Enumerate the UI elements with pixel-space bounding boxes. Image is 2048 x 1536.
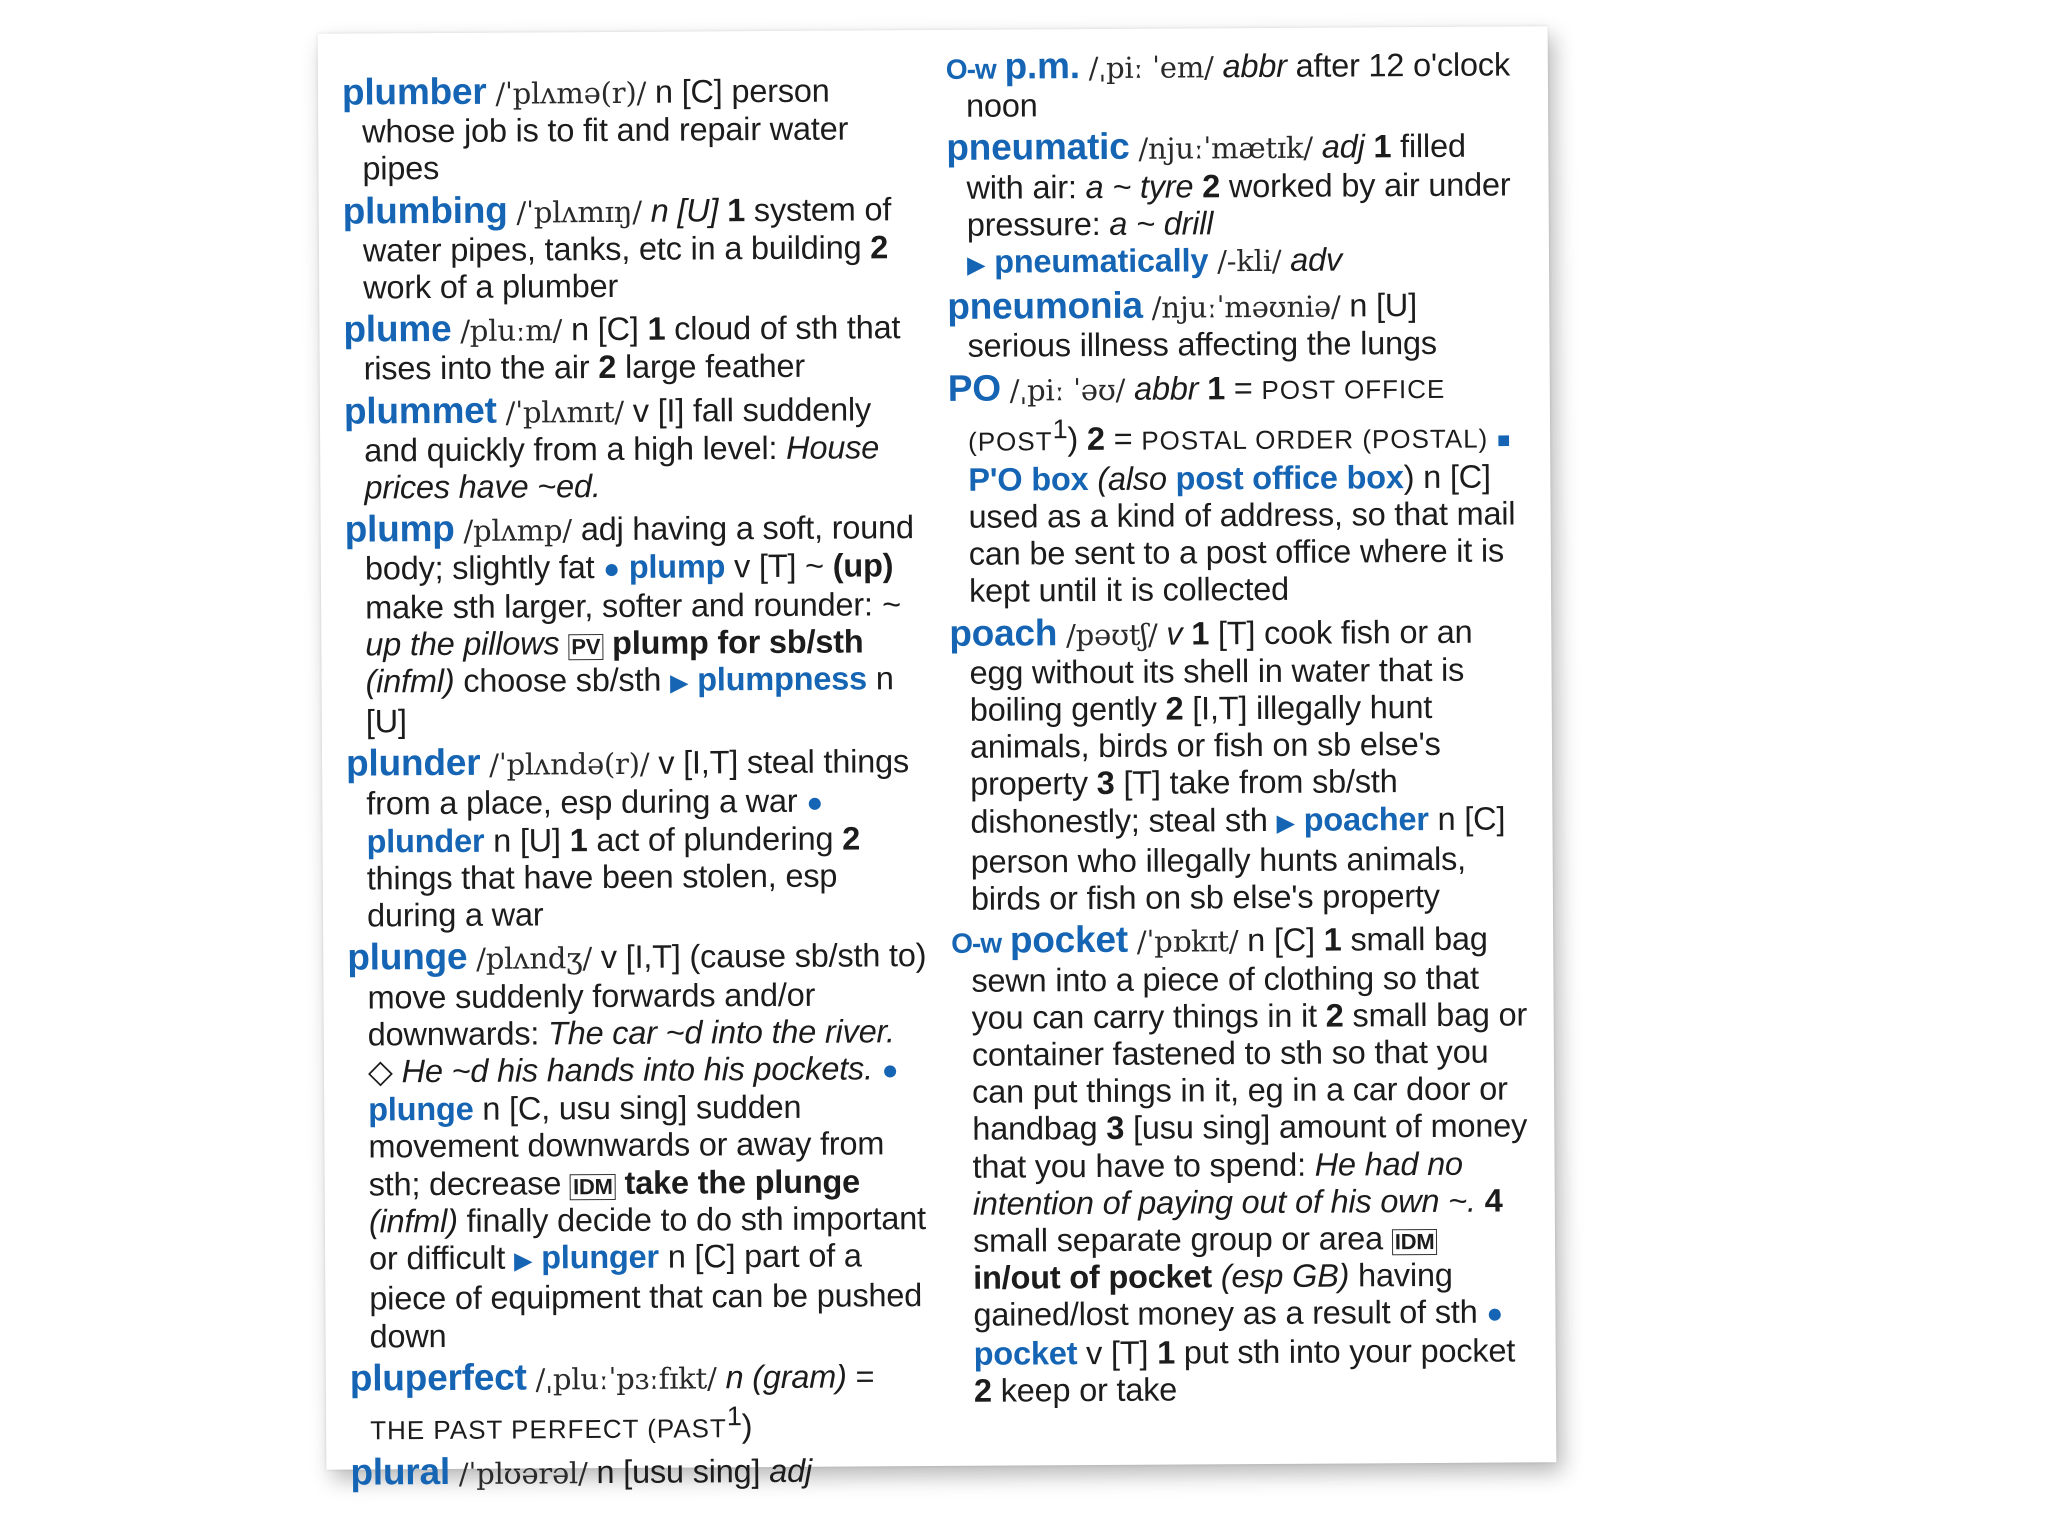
entry-plump [345,507,926,741]
derived-word: pocket [973,1334,1078,1372]
derived-word: poacher [1303,800,1429,838]
definition: cloud of sth that rises into the air [363,309,901,387]
derived-word: pneumatically [994,242,1209,280]
cross-reference: POSTAL ORDER (POSTAL) [1141,423,1489,456]
definition: large feather [624,348,806,386]
headword: pneumatic [946,126,1130,169]
entry-pluperfect [350,1356,931,1450]
pronunciation: /ˈpɒkɪt/ [1136,924,1239,960]
example: a ~ tyre [1085,168,1194,205]
diamond-icon: ◇ [367,1053,393,1090]
bullet-icon: ● [806,786,824,818]
definition: n [U] serious illness affecting the lungs [967,287,1438,365]
example: a ~ drill [1109,205,1214,242]
pronunciation: /pəʊtʃ/ [1066,617,1158,652]
pronunciation: /njuːˈmætɪk/ [1138,131,1314,167]
pronunciation: /plʌndʒ/ [476,941,593,977]
grammar-label: adj [1321,128,1365,166]
pronunciation: /ˌpluːˈpɜːfɪkt/ [535,1361,717,1397]
sense-number: 2 [1325,997,1344,1034]
bullet-icon: ● [603,553,621,585]
sense-number: 2 [842,820,861,857]
entry-poach [949,611,1531,918]
idiom: in/out of pocket [973,1258,1213,1296]
derived-word: plump [628,548,726,586]
definition: n [C] part of a piece of equipment that can be pushed down [369,1237,923,1354]
grammar-label: abbr [1133,370,1199,407]
definition: v [I,T] (cause sb/sth to) move suddenly forwards and/or downwards: [367,937,927,1053]
definition: system of water pipes, tanks, etc in a building [362,190,892,269]
square-bullet-icon: ■ [1497,427,1511,453]
sense-number: 1 [647,310,666,347]
arrow-icon: ▶ [1276,809,1295,837]
sense-number: 2 [973,1372,992,1409]
idiom-tag: IDM [570,1174,616,1200]
cross-reference: THE PAST PERFECT (PAST [370,1413,727,1446]
derived-word: plumpness [697,660,868,698]
definition: choose sb/sth [463,661,662,699]
entry-plummet [344,389,925,507]
example: He ~d his hands into his pockets. [401,1050,873,1090]
sense-number: 2 [598,349,617,386]
pronunciation: /njuːˈməʊniə/ [1151,289,1341,325]
entry-plumber [342,70,923,188]
cross-reference: POST OFFICE (POST [968,373,1446,457]
equals-sign: = [1233,369,1253,406]
definition: n [C] person whose job is to fit and repair water pipes [362,72,849,187]
sense-number: 2 [1086,420,1105,457]
entry-pneumatic [946,126,1527,284]
sense-number: 3 [1096,765,1115,802]
grammar-label: n [usu sing] [596,1453,761,1491]
sense-number: 1 [1373,128,1392,165]
headword: plummet [343,389,497,432]
sense-number: 2 [1165,690,1184,727]
derived-word: plunger [541,1238,660,1276]
definition: make sth larger, softer and rounder: [365,586,873,626]
grammar-label: n [725,1358,744,1396]
sense-number: 1 [1191,615,1210,652]
definition: things that have been stolen, esp during a war [366,857,838,934]
key-icon: O‑w [951,927,1002,960]
grammar-label: v [1166,615,1183,652]
definition: v [I,T] steal things from a place, esp during a war [366,743,910,822]
pronunciation: /-kli/ [1217,243,1282,279]
entry-pm [946,44,1526,125]
headword: plume [343,308,452,350]
grammar-label: n [C] [570,311,639,348]
definition: keep or take [1000,1371,1178,1409]
sense-number: 1 [1323,921,1342,958]
sense-number: 1 [569,821,588,859]
pronunciation: /ˈplʌmə(r)/ [495,75,647,111]
compound-word: post office box [1175,459,1404,497]
idiom-tag: IDM [1392,1229,1438,1255]
headword: plumber [341,70,487,113]
entry-pocket [951,919,1534,1410]
headword: pneumonia [947,284,1143,328]
sense-number: 1 [727,191,746,228]
grammar-label: adj [769,1452,813,1489]
register-label: (infml) [365,662,455,700]
equals-sign: = [855,1358,875,1395]
sense-number: 1 [1207,369,1226,406]
arrow-icon: ▶ [966,251,986,279]
entry-plural [350,1450,930,1494]
grammar-label: abbr [1222,47,1287,85]
headword: p.m. [1004,45,1080,87]
sense-number: 4 [1484,1182,1503,1219]
definition: [usu sing] amount of money that you have to spend: [972,1107,1528,1185]
definition: small bag sewn into a piece of clothing so that you can carry things in it [971,920,1488,1036]
pronunciation: /ˈplʌmɪt/ [505,394,625,430]
entry-po [948,366,1529,611]
entry-pneumonia [947,285,1527,366]
headword: poach [949,611,1058,654]
example: The car ~d into the river. [547,1013,895,1052]
left-column [342,70,931,1498]
headword: pluperfect [349,1356,527,1399]
equals-sign: = [1113,420,1133,457]
definition: [T] take from sb/sth dishonestly; steal sth [970,763,1398,840]
definition: put sth into your pocket [1183,1332,1516,1371]
register-label: (infml) [368,1202,458,1240]
definition: [I,T] illegally hunt animals, birds or fish on sb else's property [969,689,1441,803]
particle: (up) [832,547,894,585]
phrasal-verb: plump for sb/sth [612,623,864,661]
definition: n [C] person who illegally hunts animals, birds or fish on sb else's property [970,800,1506,917]
also-label: (also [1097,460,1167,497]
definition: after 12 o'clock noon [965,46,1511,125]
sense-number: 2 [1202,167,1221,204]
bullet-icon: ● [1486,1297,1504,1329]
headword: plural [350,1450,451,1493]
example: ~ up the pillows [365,585,901,663]
sense-number: 2 [870,229,889,266]
grammar-label: v [T] ~ [733,548,824,585]
definition: finally decide to do sth important or difficult [368,1199,926,1277]
paren: ) [1067,420,1079,457]
grammar-label: v [T] [1085,1334,1149,1371]
region-label: (esp GB) [1220,1257,1350,1295]
definition: act of plundering [596,820,834,858]
example: He had no intention of paying out of his own ~. [972,1145,1476,1222]
headword: pocket [1009,919,1129,961]
idiom: take the plunge [624,1163,861,1201]
pronunciation: /pluːm/ [460,313,563,349]
grammar-label: n [U] [365,660,894,740]
definition: small bag or container fastened to sth so that you can put things in it, eg in a car door or handbag [971,996,1528,1148]
superscript: 1 [726,1400,742,1432]
pronunciation: /ˌpiː ˈəʊ/ [1009,372,1126,408]
definition: having gained/lost money as a result of sth [973,1256,1478,1334]
dictionary-page [318,26,1557,1493]
pronunciation: /ˌpiː ˈem/ [1088,50,1214,86]
phrasal-verb-tag: PV [568,634,603,660]
definition: n [C, usu sing] sudden movement downwards or away from sth; decrease [368,1089,885,1203]
paren: ) [741,1407,753,1444]
entry-plunder [346,742,927,936]
right-column [946,44,1534,1413]
arrow-icon: ▶ [513,1247,533,1275]
headword: plunder [345,742,481,785]
sense-number: 3 [1106,1110,1125,1147]
headword: plump [344,508,455,550]
pronunciation: /ˈplʌndə(r)/ [489,747,650,783]
definition: small separate group or area [972,1220,1384,1259]
compound-word: P'O box [968,460,1089,498]
arrow-icon: ▶ [670,669,689,697]
pronunciation: /ˈplʌmɪŋ/ [516,194,642,230]
pronunciation: /ˈplʊərəl/ [458,1456,588,1491]
superscript: 1 [1052,413,1068,445]
definition: [T] cook fish or an egg without its shell in water that is boiling gently [969,613,1473,728]
headword: plunge [347,936,468,979]
grammar-label: n [C] [1247,921,1315,959]
grammar-label: adv [1290,241,1343,278]
example: House prices have ~ed. [364,429,880,506]
headword: plumbing [342,189,508,232]
grammar-label: n [U] [650,191,719,229]
definition: worked by air under pressure: [966,166,1511,243]
subject-label: (gram) [752,1358,847,1395]
headword: PO [947,367,1001,409]
key-icon: O‑w [945,53,996,85]
bullet-icon: ● [881,1054,899,1086]
grammar-label: n [U] [493,822,561,859]
entry-plume [343,307,923,388]
derived-word: plunge [368,1091,474,1128]
entry-plunge [347,936,930,1356]
definition: adj having a soft, round body; slightly fat [364,509,914,587]
definition: filled with air: [966,128,1466,206]
sense-number: 1 [1157,1334,1176,1371]
definition: v [I] fall suddenly and quickly from a high level: [364,391,872,469]
derived-word: plunder [366,822,485,860]
entry-plumbing [343,189,924,307]
definition: work of a plumber [363,267,619,306]
pronunciation: /plʌmp/ [463,513,573,549]
definition: ) n [C] used as a kind of address, so that mail can be sent to a post office where it is kept until it is collected [968,458,1516,610]
